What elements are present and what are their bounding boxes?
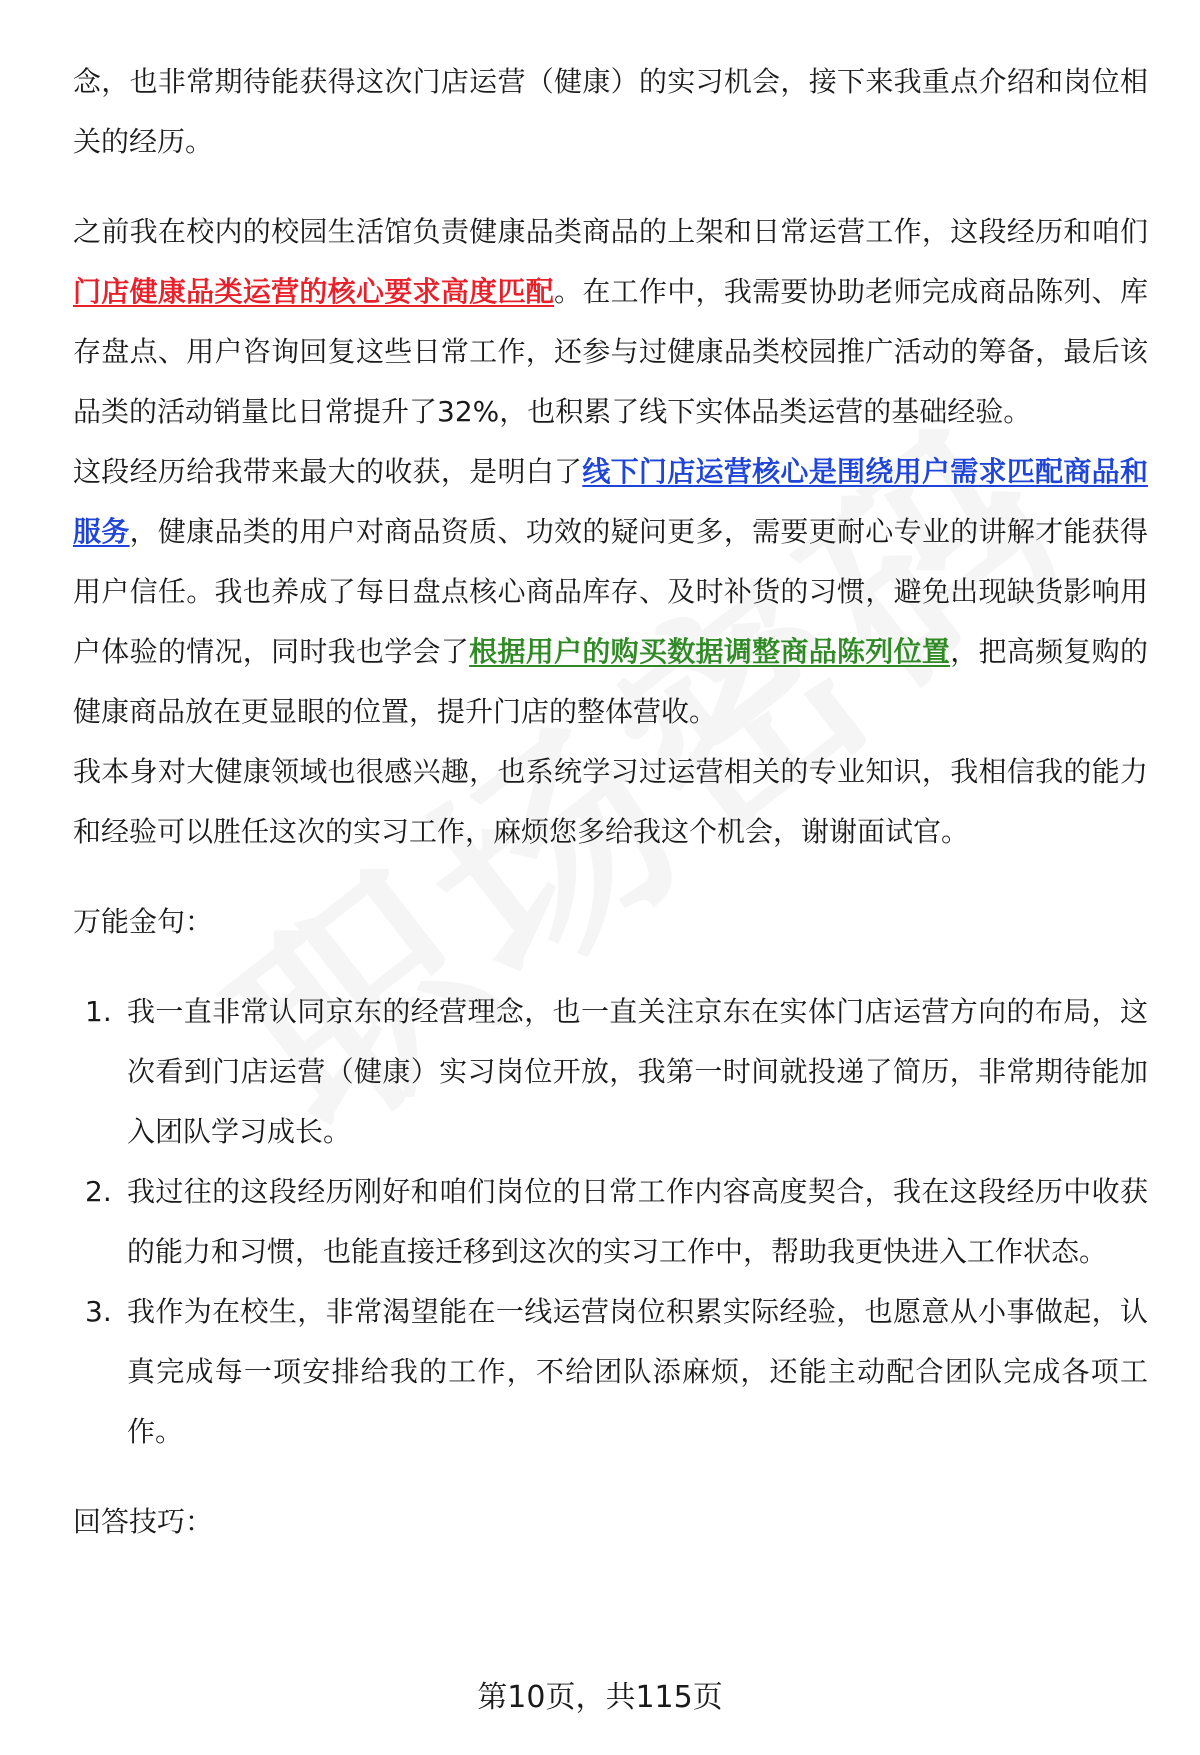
list-item-text: 我作为在校生，非常渴望能在一线运营岗位积累实际经验，也愿意从小事做起，认真完成每一项安排给我的工作，不给团队添麻烦，还能主动配合团队完成各项工作。 <box>127 1295 1148 1448</box>
list-item <box>73 1162 1148 1282</box>
highlight-core-match: 门店健康品类运营的核心要求高度匹配 <box>73 275 555 308</box>
golden-sentences-title: 万能金句： <box>73 905 214 938</box>
gain-text-post: ，把高频复购的健康商品放在更显眼的位置，提升门店的整体营收。 <box>73 635 1148 728</box>
list-item-number: 2. <box>85 1175 112 1208</box>
gain-text-mid: ，健康品类的用户对商品资质、功效的疑问更多，需要更耐心专业的讲解才能获得用户信任。我也养成了每日盘点核心商品库存、及时补货的习惯，避免出现缺货影响用户体验的情况，同时我也学会了 <box>73 515 1148 668</box>
intro-paragraph: 念，也非常期待能获得这次门店运营（健康）的实习机会，接下来我重点介绍和岗位相关的经历。 <box>73 65 1148 158</box>
gain-paragraph <box>73 442 1148 742</box>
list-item <box>73 982 1148 1162</box>
experience-paragraph <box>73 202 1148 442</box>
answer-tips-title: 回答技巧： <box>73 1505 214 1538</box>
list-item-number: 1. <box>85 995 112 1028</box>
gain-text-pre: 这段经历给我带来最大的收获，是明白了 <box>73 455 583 488</box>
experience-text-pre: 之前我在校内的校园生活馆负责健康品类商品的上架和日常运营工作，这段经历和咱们 <box>73 215 1148 248</box>
experience-text-post: 。在工作中，我需要协助老师完成商品陈列、库存盘点、用户咨询回复这些日常工作，还参与过健康品类校园推广活动的筹备，最后该品类的活动销量比日常提升了32%，也积累了线下实体品类运营的基础经验。 <box>73 275 1148 428</box>
document-page <box>73 52 1148 1552</box>
page-number: 第10页，共115页 <box>477 1680 723 1715</box>
highlight-display-adjust: 根据用户的购买数据调整商品陈列位置 <box>469 635 951 668</box>
highlight-user-needs: 线下门店运营核心是围绕用户需求匹配商品和服务 <box>73 455 1148 548</box>
closing-paragraph: 我本身对大健康领域也很感兴趣，也系统学习过运营相关的专业知识，我相信我的能力和经验可以胜任这次的实习工作，麻烦您多给我这个机会，谢谢面试官。 <box>73 755 1148 848</box>
list-item <box>73 1282 1148 1462</box>
golden-sentences-list <box>73 982 1148 1462</box>
list-item-number: 3. <box>85 1295 112 1328</box>
list-item-text: 我一直非常认同京东的经营理念，也一直关注京东在实体门店运营方向的布局，这次看到门店运营（健康）实习岗位开放，我第一时间就投递了简历，非常期待能加入团队学习成长。 <box>127 995 1148 1148</box>
list-item-text: 我过往的这段经历刚好和咱们岗位的日常工作内容高度契合，我在这段经历中收获的能力和习惯，也能直接迁移到这次的实习工作中，帮助我更快进入工作状态。 <box>127 1175 1148 1268</box>
